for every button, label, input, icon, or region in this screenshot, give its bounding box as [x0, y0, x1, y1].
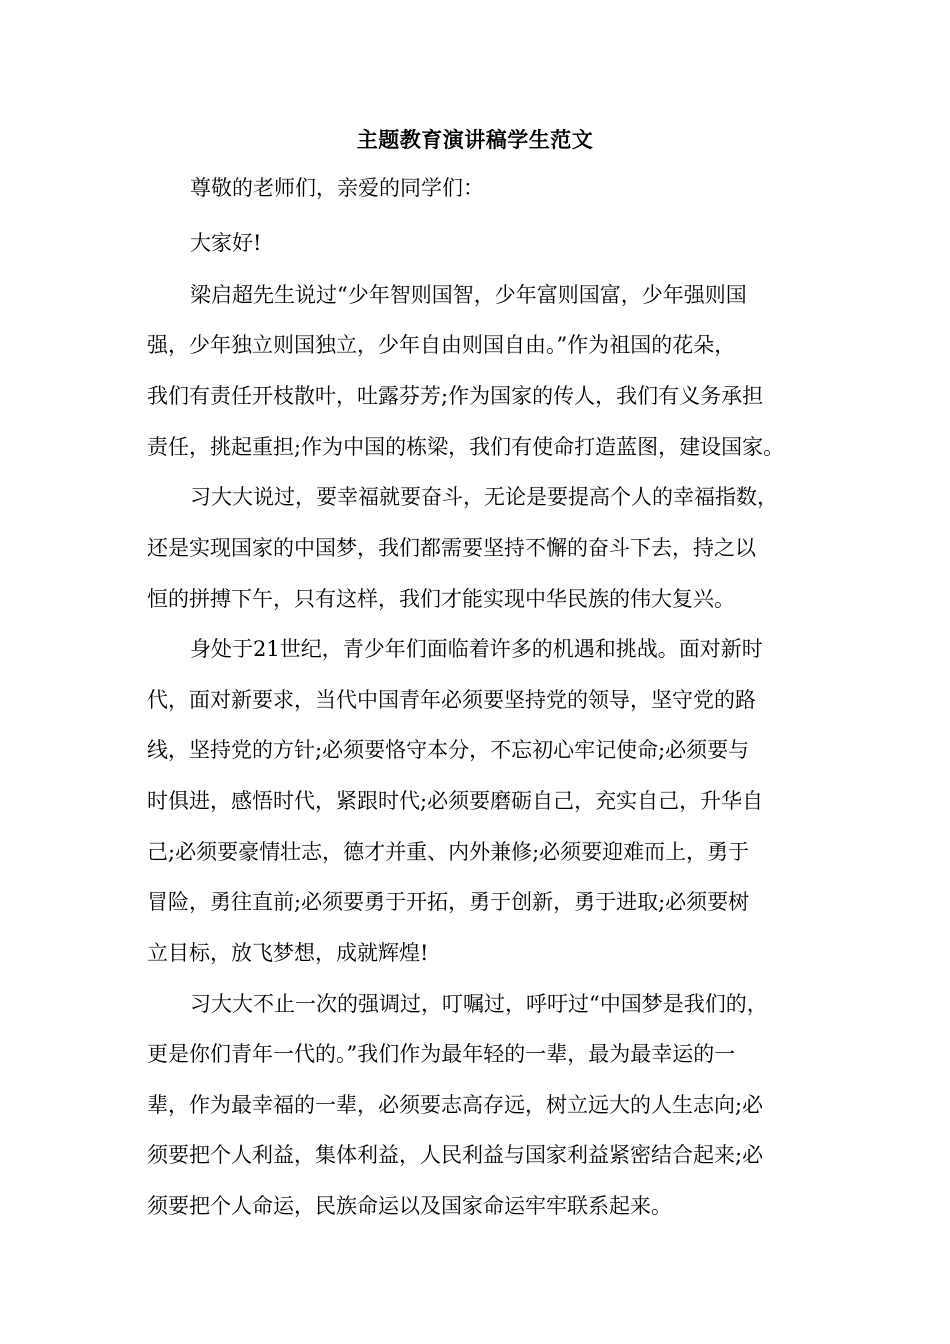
- salutation-line: 尊敬的老师们，亲爱的同学们：: [190, 176, 484, 200]
- paragraph-line: 习大大说过，要幸福就要奋斗，无论是要提高个人的幸福指数，: [190, 485, 778, 509]
- greeting-line: 大家好!: [190, 231, 262, 255]
- paragraph-line: 线，坚持党的方针;必须要恪守本分，不忘初心牢记使命;必须要与: [147, 738, 750, 762]
- paragraph-line: 己;必须要豪情壮志，德才并重、内外兼修;必须要迎难而上，勇于: [147, 840, 750, 864]
- document-title: 主题教育演讲稿学生范文: [356, 127, 594, 152]
- paragraph-line: 立目标，放飞梦想，成就辉煌!: [147, 941, 429, 965]
- paragraph-line: 我们有责任开枝散叶，吐露芬芳;作为国家的传人，我们有义务承担: [147, 384, 764, 408]
- paragraph-line: 辈，作为最幸福的一辈，必须要志高存远，树立远大的人生志向;必: [147, 1093, 764, 1117]
- paragraph-line: 时俱进，感悟时代，紧跟时代;必须要磨砺自己，充实自己，升华自: [147, 789, 764, 813]
- paragraph-line: 强，少年独立则国独立，少年自由则国自由。”作为祖国的花朵，: [147, 333, 736, 357]
- paragraph-line: 须要把个人利益，集体利益，人民利益与国家利益紧密结合起来;必: [147, 1143, 764, 1167]
- paragraph-line: 身处于21世纪，青少年们面临着许多的机遇和挑战。面对新时: [190, 637, 763, 661]
- paragraph-line: 更是你们青年一代的。”我们作为最年轻的一辈，最为最幸运的一: [147, 1042, 736, 1066]
- paragraph-line: 冒险，勇往直前;必须要勇于开拓，勇于创新，勇于进取;必须要树: [147, 890, 750, 914]
- paragraph-line: 恒的拼搏下午，只有这样，我们才能实现中华民族的伟大复兴。: [147, 587, 735, 611]
- paragraph-line: 代，面对新要求，当代中国青年必须要坚持党的领导，坚守党的路: [147, 688, 756, 712]
- paragraph-line: 须要把个人命运，民族命运以及国家命运牢牢联系起来。: [147, 1194, 672, 1218]
- paragraph-line: 责任，挑起重担;作为中国的栋梁，我们有使命打造蓝图，建设国家。: [147, 435, 785, 459]
- paragraph-line: 习大大不止一次的强调过，叮嘱过，呼吁过“中国梦是我们的，: [190, 992, 768, 1016]
- paragraph-line: 梁启超先生说过“少年智则国智，少年富则国富，少年强则国: [190, 283, 747, 307]
- paragraph-line: 还是实现国家的中国梦，我们都需要坚持不懈的奋斗下去，持之以: [147, 536, 756, 560]
